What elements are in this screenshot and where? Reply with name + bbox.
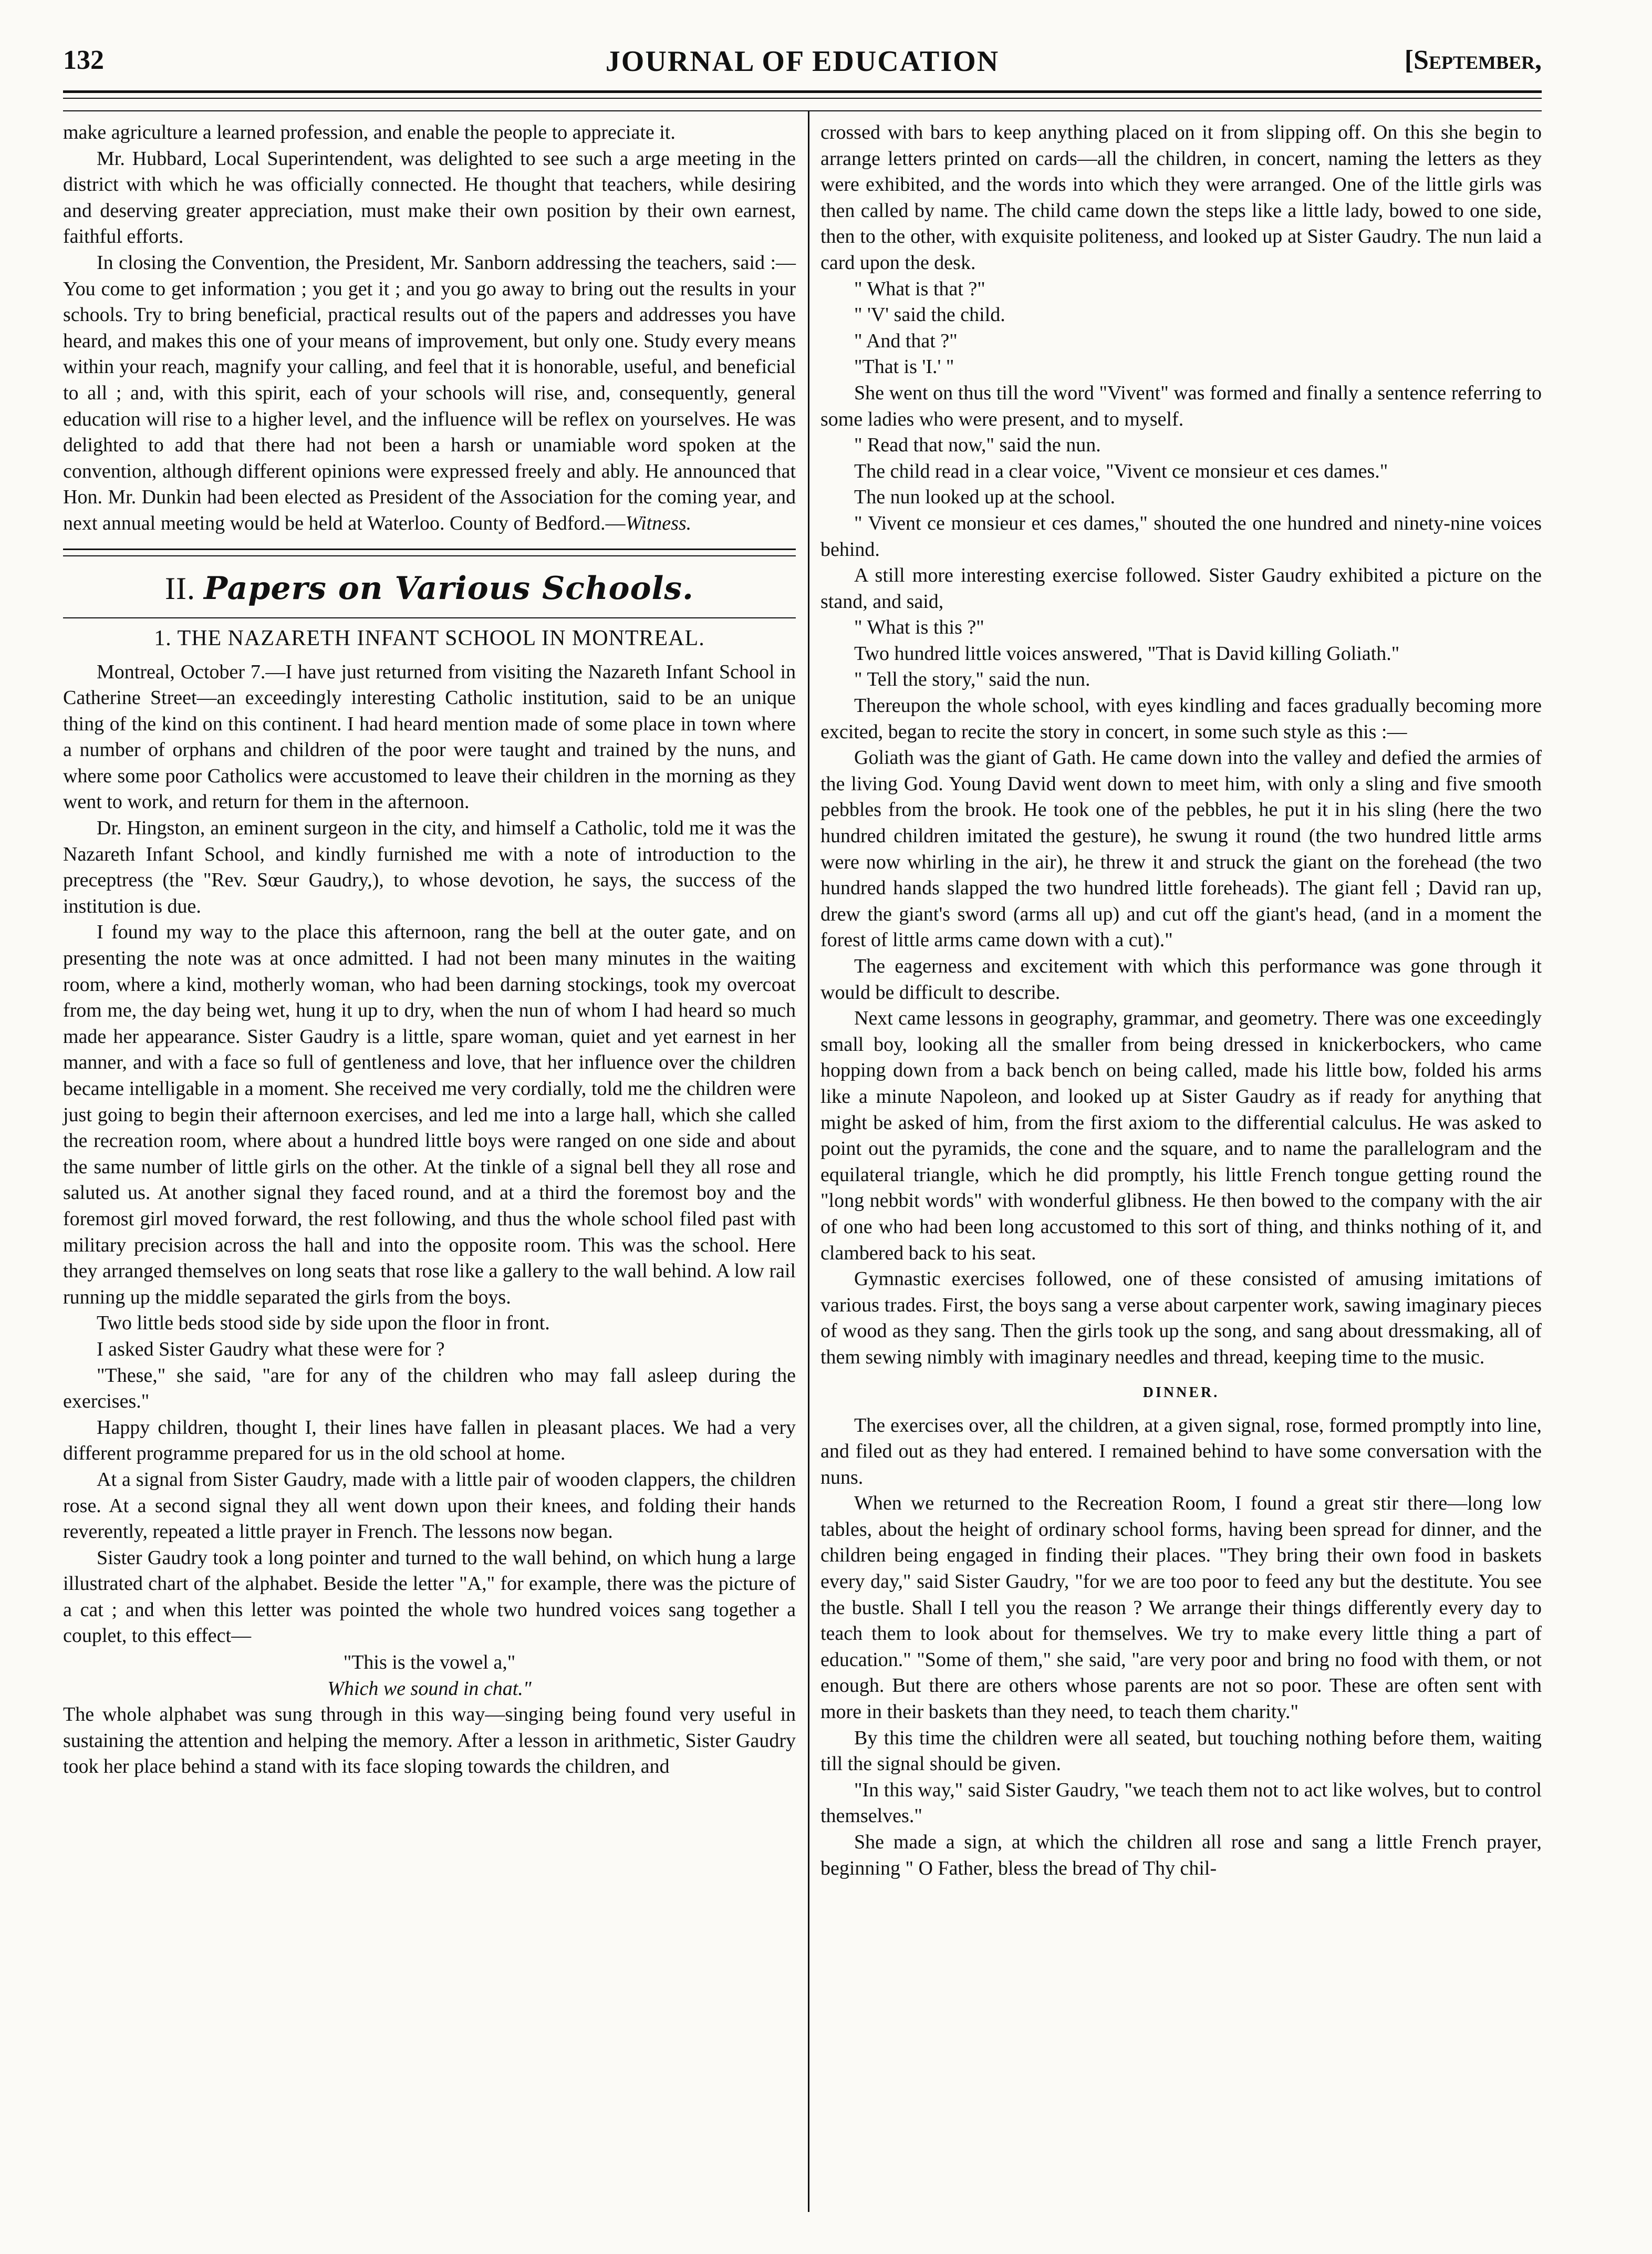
running-header xyxy=(63,45,1542,92)
article-paragraph-7: Happy children, thought I, their lines have fallen in pleasant places. We had a very different programme prepared for us in the old school at home. xyxy=(63,1416,796,1465)
section-rule-bottom xyxy=(63,555,796,556)
dinner-paragraph-3: By this time the children were all seated, but touching nothing before them, waiting till the signal should be given. xyxy=(820,1726,1542,1775)
dialogue-line-2: " 'V' said the child. xyxy=(854,304,1005,326)
dialogue-line-1: " What is that ?" xyxy=(854,277,985,300)
article-paragraph-8: At a signal from Sister Gaudry, made with a little pair of wooden clappers, the children rose. At a second signal they all went down upon their knees, and folding their hands reverently, repeated a little prayer in French. The lessons now began. xyxy=(63,1468,796,1543)
page-number: 132 xyxy=(63,45,104,75)
header-rule-bottom xyxy=(63,110,1542,111)
dialogue-line-4: "That is 'I.' " xyxy=(854,356,954,378)
dialogue-line-7: " Tell the story," said the nun. xyxy=(854,668,1090,691)
voices-answered-paragraph: Two hundred little voices answered, "That is David killing Goliath." xyxy=(854,642,1400,665)
alphabet-couplet xyxy=(63,1649,796,1702)
intro-paragraph-1: make agriculture a learned profession, and enable the people to appreciate it. xyxy=(63,121,676,143)
article-paragraph-4: Two little beds stood side by side upon the floor in front. xyxy=(97,1312,550,1335)
goliath-story-paragraph: Goliath was the giant of Gath. He came down into the valley and defied the armies of the living God. Young David went down to meet him, with only a sling and five smooth pebbles from the brook. He took one of the pebbles, he put it in his sling (here the two hundred children imitated the gesture), he swung it round (the two hundred little arms were now whirling in the air), he threw it and struck the giant on the forehead (the two hundred hands slapped the two hundred little foreheads). The giant fell ; David ran up, drew the giant's sword (arms all up) and cut off the giant's head, (and in a moment the forest of little arms came down with a cut)." xyxy=(820,747,1542,952)
section-title: Papers on Various Schools. xyxy=(204,570,694,607)
dinner-paragraph-5: She made a sign, at which the children all rose and sang a little French prayer, beginning " O Father, bless the bread of Thy chil- xyxy=(820,1831,1542,1879)
column-divider xyxy=(808,110,809,2212)
article-paragraph-9: Sister Gaudry took a long pointer and turned to the wall behind, on which hung a large illustrated chart of the alphabet. Beside the letter "A," for example, there was the picture of a cat ; and when this letter was pointed the whole two hundred voices sang together a couplet, to this effect— xyxy=(63,1546,796,1647)
couplet-line-1: "This is the vowel a," xyxy=(343,1651,516,1674)
article-paragraph-6: "These," she said, "are for any of the children who may fall asleep during the exercises." xyxy=(63,1364,796,1413)
article-paragraph-2: Dr. Hingston, an eminent surgeon in the city, and himself a Catholic, told me it was the Nazareth Infant School, and kindly furnished me with a note of introduction to the preceptress (the "Rev. Sœur Gaudry,), to whose devotion, he says, the success of the institution is due. xyxy=(63,817,796,917)
dinner-subheading: DINNER. xyxy=(1142,1384,1220,1401)
eagerness-paragraph: The eagerness and excitement with which this performance was gone through it would be difficult to describe. xyxy=(820,955,1542,1004)
section-rule-top xyxy=(63,549,796,550)
recite-story-paragraph: Thereupon the whole school, with eyes kindling and faces gradually becoming more excited, began to recite the story in concert, in some such style as this :— xyxy=(820,695,1542,743)
dinner-paragraph-1: The exercises over, all the children, at a given signal, rose, formed promptly into line, and filed out as they had entered. I remained behind to have some conversation with the nuns. xyxy=(820,1414,1542,1488)
couplet-line-2: Which we sound in chat." xyxy=(327,1678,532,1700)
left-column xyxy=(63,120,796,1780)
article-paragraph-3: I found my way to the place this afternoon, rang the bell at the outer gate, and on presenting the note was at once admitted. I had not been many minutes in the waiting room, where a kind, motherly woman, who had been darning stockings, took my overcoat from me, the day being wet, hung it up to dry, when the nun of whom I had heard so much made her appearance. Sister Gaudry is a little, spare woman, quiet and yet earnest in her manner, and with a face so full of gentleness and love, that her influence over the children became intelligable in a moment. She received me very cordially, told me the children were just going to begin their afternoon exercises, and led me into a large hall, which she called the recreation room, where about a hundred little boys were ranged on one side and about the same number of little girls on the other. At the tinkle of a signal bell they all rose and saluted us. At another signal they faced round, and at a third the foremost boy and the foremost girl moved forward, the rest following, and thus the whole school filed past with military precision across the hall and into the opposite room. This was the school. Here they arranged themselves on long seats that rose like a gallery to the wall behind. A low rail running up the middle separated the girls from the boys. xyxy=(63,921,796,1308)
section-heading xyxy=(63,570,796,607)
geometry-lesson-paragraph: Next came lessons in geography, grammar, and geometry. There was one exceedingly small boy, looking all the smaller from being dressed in knickerbockers, who came hopping down from a back bench on being called, made his little bow, folded his arms like a minute Napoleon, and looked up at Sister Gaudry as if ready for anything that might be asked of him, from the first axiom to the differential calculus. He was asked to point out the pyramids, the cone and the square, and to name the parallelogram and the equilateral triangle, which he did promptly, his little French tongue getting round the "long nebbit words" with wonderful glibness. He then bowed to the company with the air of one who had been long accustomed to this sort of thing, and thinks nothing of it, and clambered back to his seat. xyxy=(820,1007,1542,1264)
section-title-rule xyxy=(63,617,796,618)
dialogue-line-3: " And that ?" xyxy=(854,329,958,352)
section-number: II. xyxy=(165,571,195,606)
gymnastics-paragraph: Gymnastic exercises followed, one of these consisted of amusing imitations of various trades. First, the boys sang a verse about carpenter work, sawing imaginary pieces of wood as they sang. Then the girls took up the song, and sang about dressmaking, all of them sewing nimbly with imaginary needles and thread, keeping time to the music. xyxy=(820,1268,1542,1368)
issue-month: [September, xyxy=(1404,45,1542,75)
intro-paragraph-3: In closing the Convention, the President, Mr. Sanborn addressing the teachers, said :—You come to get information ; you get it ; and you go away to bring out the results in your schools. Try to bring beneficial, practical results out of the papers and addresses you have heard, and makes this one of your means of improvement, but only one. Study every means within your reach, magnify your calling, and feel that it is honorable, useful, and beneficial to all ; and, with this spirit, each of your schools will rise, and, consequently, general education will rise to a higher level, and the influence will be reflex on yourselves. He was delighted to add that there had not been a harsh or unamiable word spoken at the convention, although different opinions were expressed freely and ably. He announced that Hon. Mr. Dunkin had been elected as President of the Association for the coming year, and next annual meeting would be held at Waterloo. County of Bedford.—Witness. xyxy=(63,251,796,534)
continued-paragraph: crossed with bars to keep anything placed on it from slipping off. On this she begin to arrange letters printed on cards—all the children, in concert, naming the letters as they were exhibited, and the words into which they were arranged. One of the little girls was then called by name. The child came down the steps like a little lady, bowed to one side, then to the other, with exquisite politeness, and looked up at Sister Gaudry. The nun laid a card upon the desk. xyxy=(820,121,1542,274)
closing-paragraph: The whole alphabet was sung through in this way—singing being found very useful in sustaining the attention and helping the memory. After a lesson in arithmetic, Sister Gaudry took her place behind a stand with its face sloping towards the children, and xyxy=(63,1703,796,1778)
journal-title: JOURNAL OF EDUCATION xyxy=(605,45,1000,78)
child-reads-paragraph: The child read in a clear voice, "Vivent ce monsieur et ces dames." xyxy=(854,460,1388,482)
header-rule-thin xyxy=(63,98,1542,99)
dinner-paragraph-2: When we returned to the Recreation Room, I found a great stir there—long low tables, about the height of ordinary school forms, having been spread for dinner, and the children being engaged in finding their places. "They bring their own food in baskets every day," said Sister Gaudry, "for we are too poor to feed any but the destitute. You see the bustle. Shall I tell you the reason ? We arrange their things differently every day to teach them to look about for themselves. We try to make every little thing a part of education." "Some of them," she said, "are very poor and bring no food with them, or not enough. But there are others whose parents are not so poor. These are often sent with more in their baskets than they need, to teach them charity." xyxy=(820,1492,1542,1723)
voices-shouted-paragraph: " Vivent ce monsieur et ces dames," shouted the one hundred and ninety-nine voices behind. xyxy=(820,512,1542,561)
intro-paragraph-2: Mr. Hubbard, Local Superintendent, was delighted to see such a arge meeting in the district with which he was officially connected. He thought that teachers, while desiring and deserving greater appreciation, must make their own position by their own earnest, faithful efforts. xyxy=(63,147,796,248)
right-column xyxy=(820,120,1542,1881)
article-paragraph-5: I asked Sister Gaudry what these were for ? xyxy=(97,1338,445,1360)
dialogue-line-6: " What is this ?" xyxy=(854,616,984,639)
picture-exercise-paragraph: A still more interesting exercise followed. Sister Gaudry exhibited a picture on the stand, and said, xyxy=(820,564,1542,613)
vivent-paragraph: She went on thus till the word "Vivent" was formed and finally a sentence referring to some ladies who were present, and to myself. xyxy=(820,381,1542,430)
article-heading: 1. THE NAZARETH INFANT SCHOOL IN MONTREAL. xyxy=(154,626,705,650)
header-rule-thick xyxy=(63,90,1542,93)
dialogue-line-5: " Read that now," said the nun. xyxy=(854,434,1101,457)
nun-looked-paragraph: The nun looked up at the school. xyxy=(854,486,1116,509)
intro-source: Witness. xyxy=(625,512,692,534)
dinner-paragraph-4: "In this way," said Sister Gaudry, "we teach them not to act like wolves, but to control themselves." xyxy=(820,1779,1542,1827)
article-paragraph-1: Montreal, October 7.—I have just returned from visiting the Nazareth Infant School in Catherine Street—an exceedingly interesting Catholic institution, said to be an unique thing of the kind on this continent. I had heard mention made of some place in town where a number of orphans and children of the poor were taught and trained by the nuns, and where some poor Catholics were accustomed to leave their children in the morning as they went to work, and return for them in the afternoon. xyxy=(63,660,796,813)
